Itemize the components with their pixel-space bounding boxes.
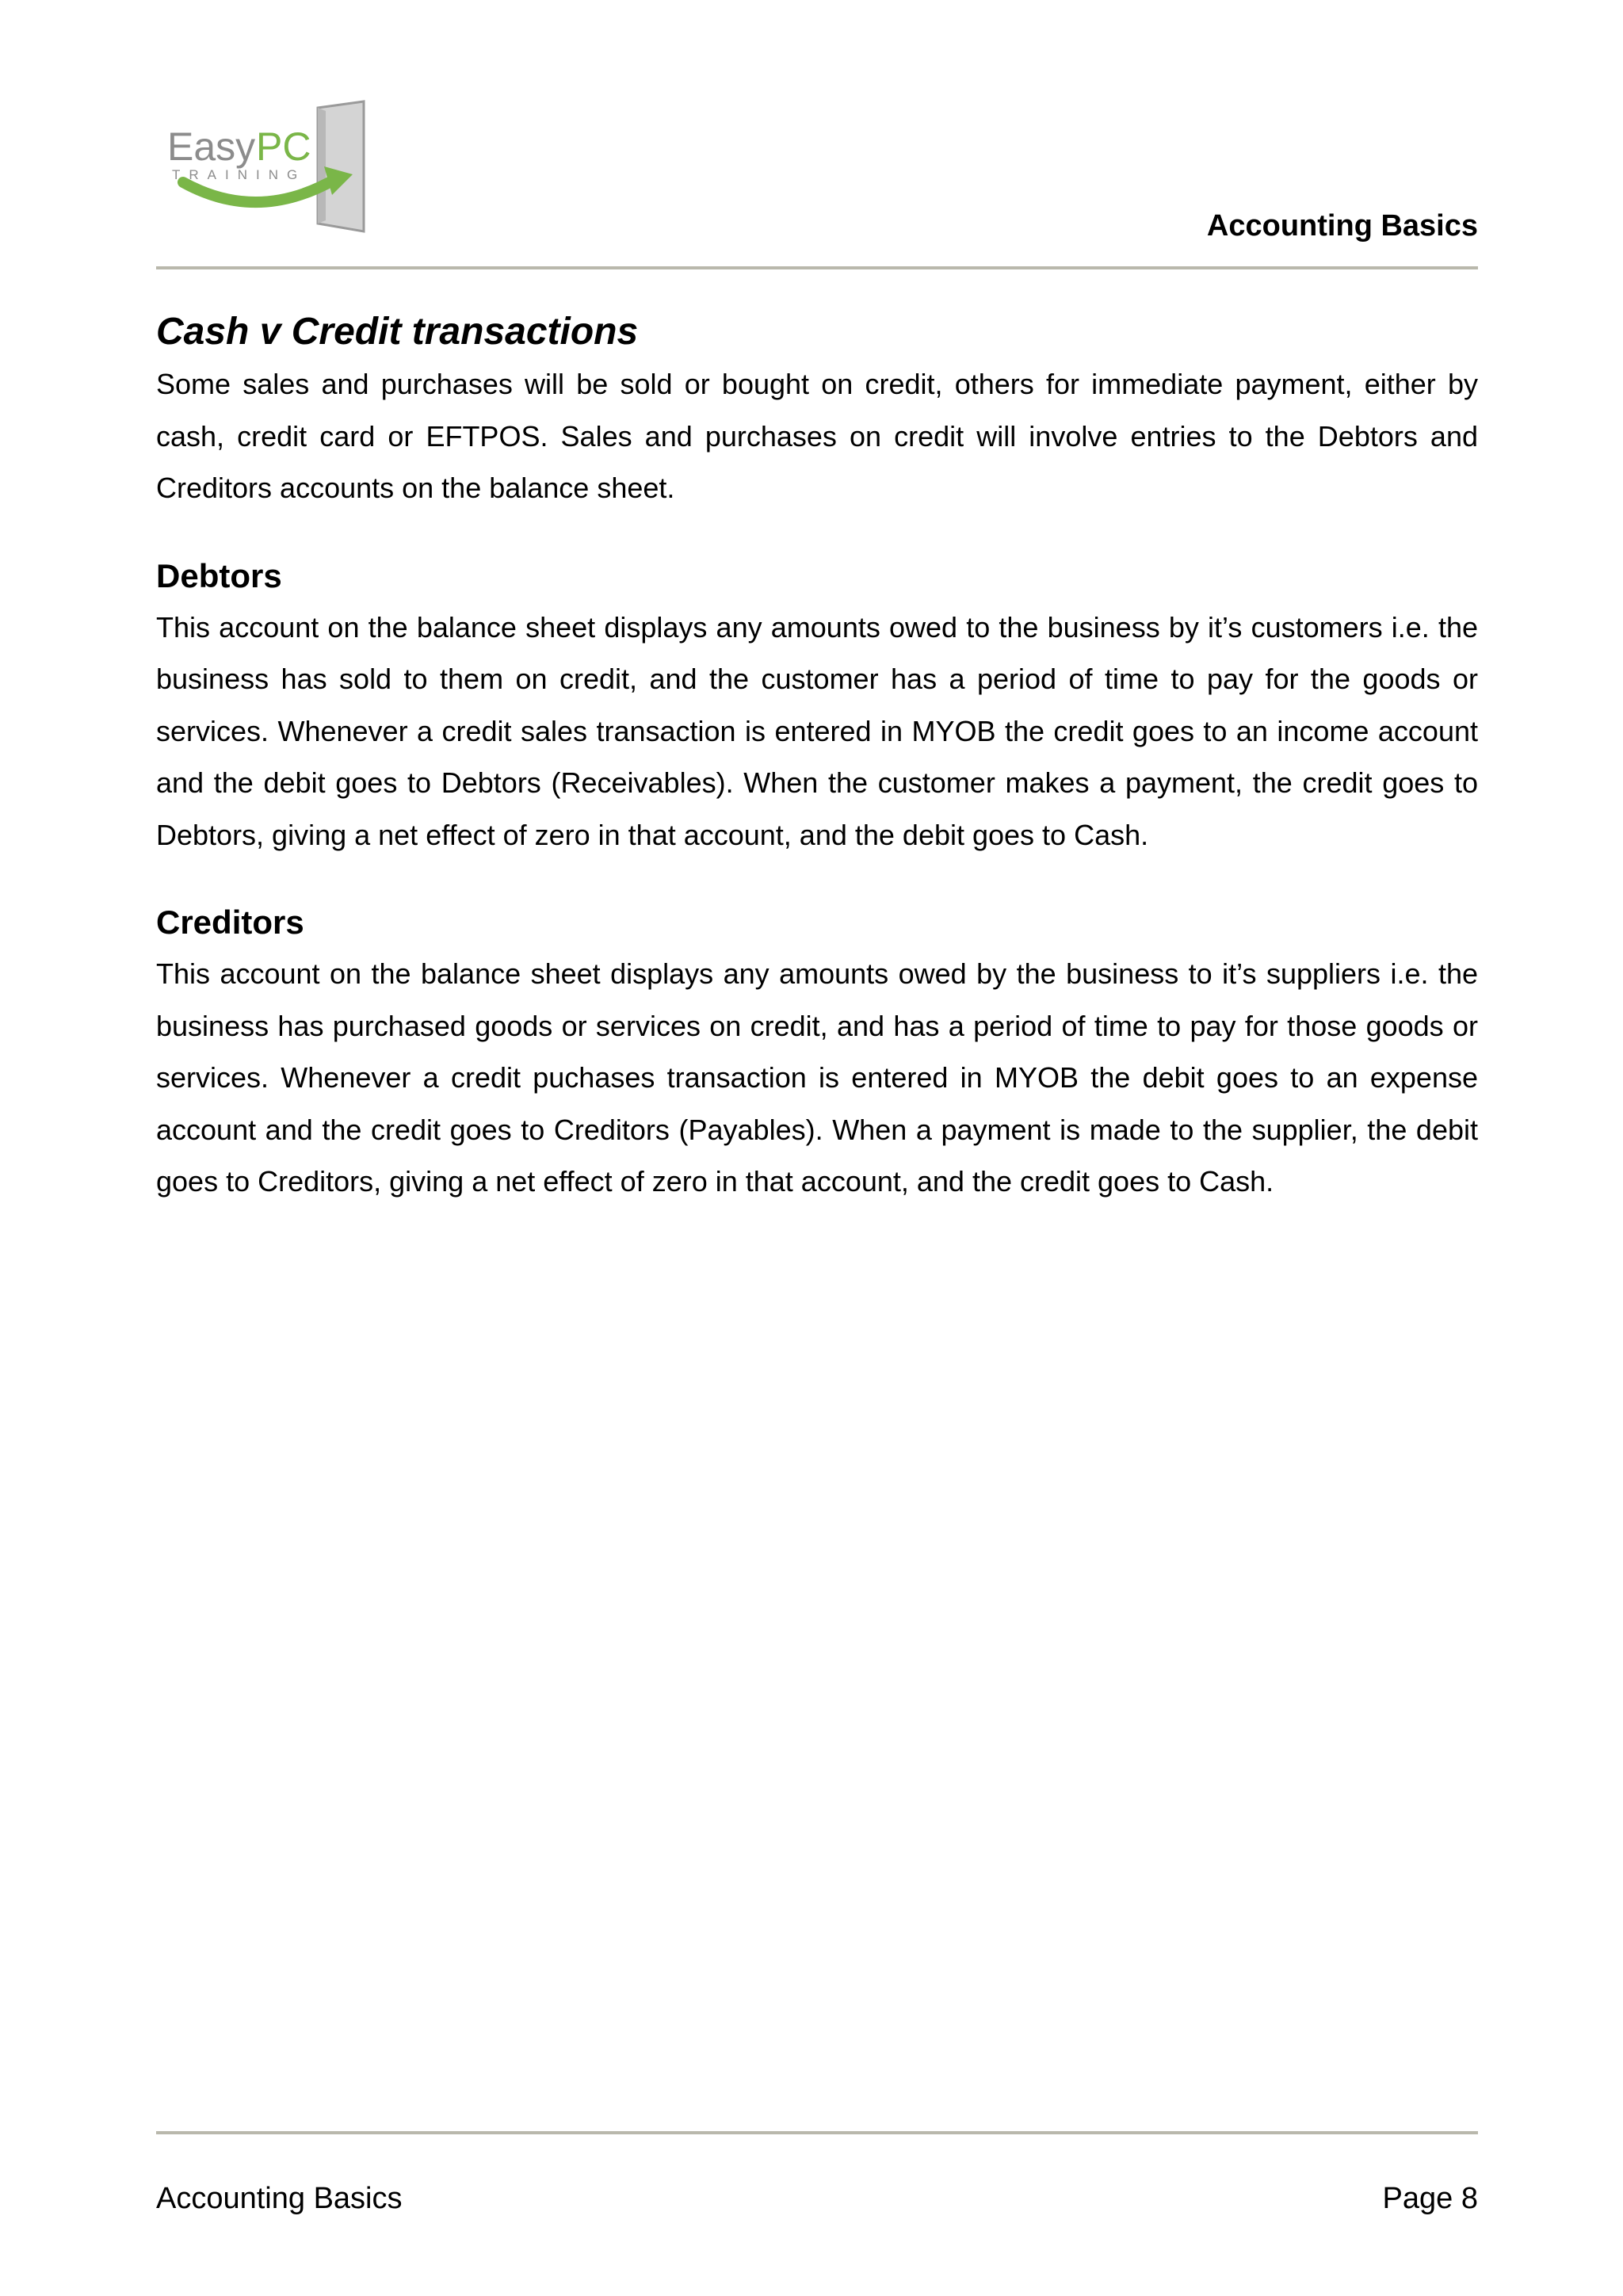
easypc-training-logo xyxy=(162,97,376,239)
section-body-creditors: This account on the balance sheet displays any amounts owed by the business to it’s suppliers i.e. the business has purchased goods or services on credit, and has a period of time to pay for those goods or services. Whenever a credit puchases transaction is entered in MYOB the debit goes to an expense account and the credit goes to Creditors (Payables). When a payment is made to the supplier, the debit goes to Creditors, giving a net effect of zero in that account, and the credit goes to Cash. xyxy=(156,957,1478,1198)
header-title: Accounting Basics xyxy=(1206,209,1478,243)
page-title: Cash v Credit transactions xyxy=(156,311,639,353)
intro-paragraph: Some sales and purchases will be sold or bought on credit, others for immediate payment, either by cash, credit card or EFTPOS. Sales and purchases on credit will involve entries to the Debtors and Creditors accounts on the balance sheet. xyxy=(156,368,1478,504)
page-content xyxy=(156,308,1478,1247)
section-heading-debtors: Debtors xyxy=(156,556,282,594)
header-divider xyxy=(156,266,1478,269)
section-heading-creditors: Creditors xyxy=(156,904,304,941)
logo-brand-easy: Easy xyxy=(167,124,256,169)
section-body-debtors: This account on the balance sheet displays any amounts owed to the business by it’s customers i.e. the business has sold to them on credit, and the customer has a period of time to pay for the goods or services. Whenever a credit sales transaction is entered in MYOB the credit goes to an income account and the debit goes to Debtors (Receivables). When the customer makes a payment, the credit goes to Debtors, giving a net effect of zero in that account, and the debit goes to Cash. xyxy=(156,610,1478,851)
logo-tagline: TRAINING xyxy=(172,167,307,182)
footer-divider xyxy=(156,2131,1478,2134)
footer-document-title: Accounting Basics xyxy=(156,2182,403,2215)
page-number: Page 8 xyxy=(1382,2182,1478,2215)
logo-brand-pc: PC xyxy=(256,124,311,169)
